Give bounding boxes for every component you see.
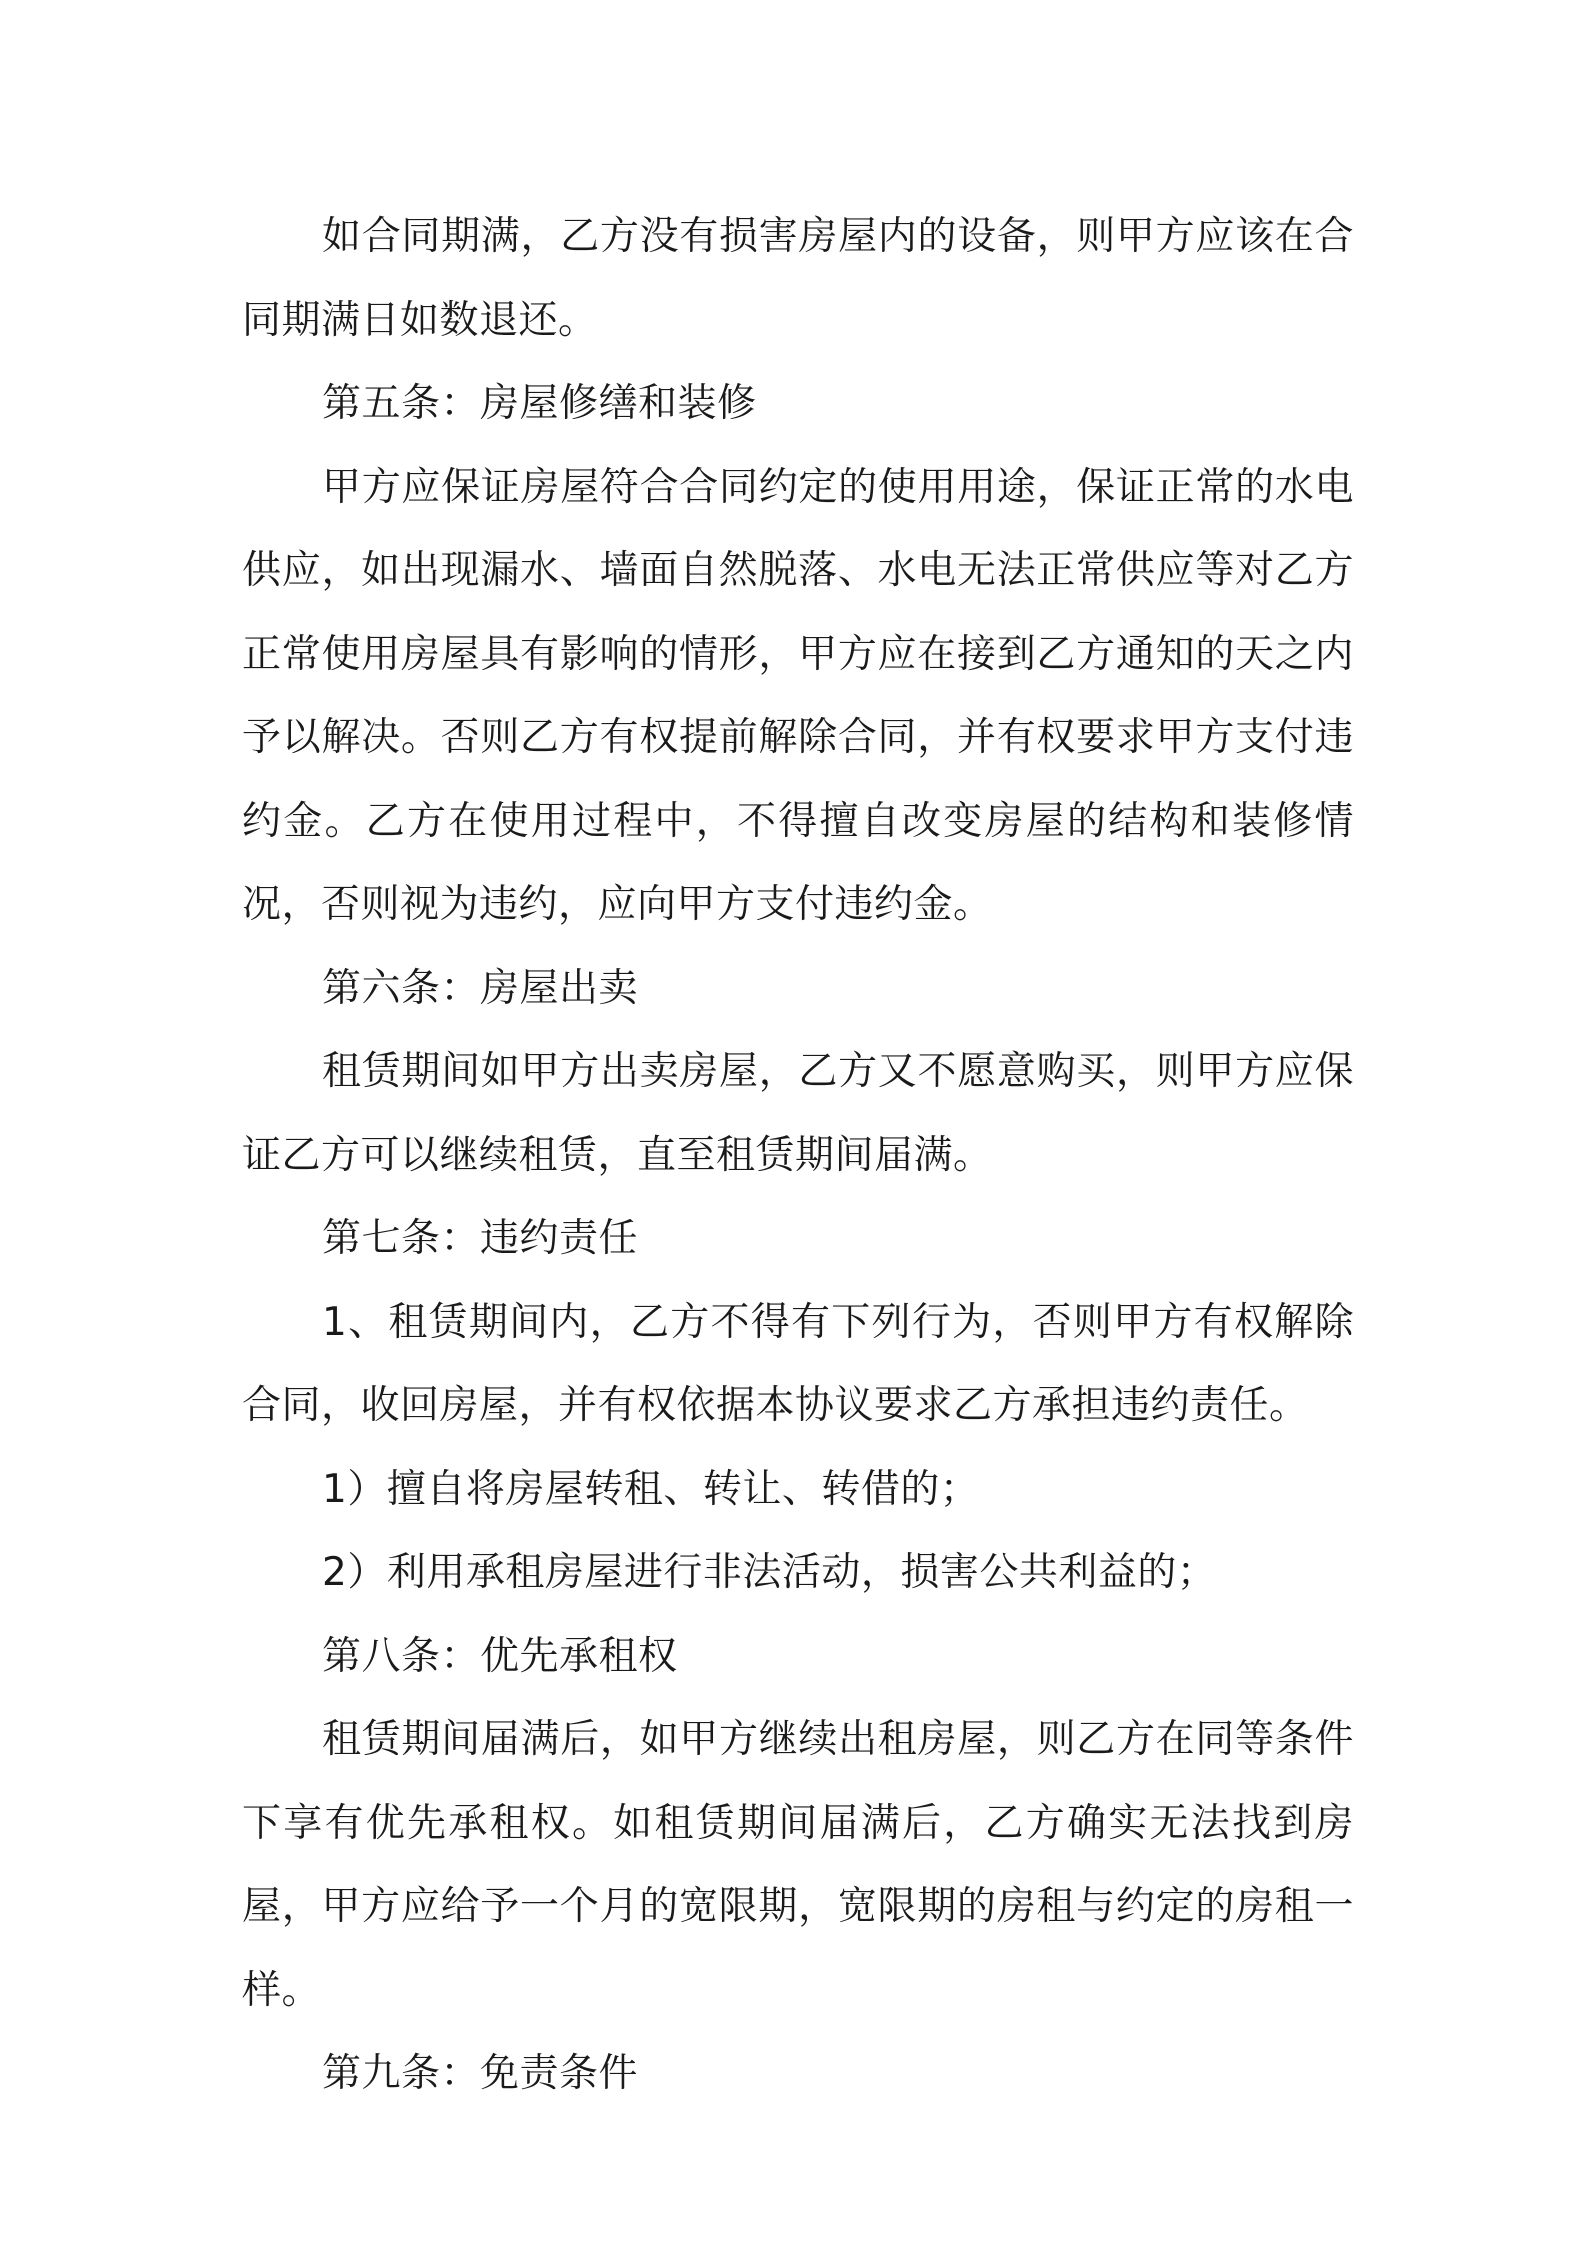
paragraph-deposit-return: 如合同期满，乙方没有损害房屋内的设备，则甲方应该在合同期满日如数退还。 (242, 214, 1354, 343)
paragraph-house-sale: 租赁期间如甲方出卖房屋，乙方又不愿意购买，则甲方应保证乙方可以继续租赁，直至租赁期间届满。 (242, 1049, 1354, 1178)
paragraph-breach-item-1: 1、租赁期间内，乙方不得有下列行为，否则甲方有权解除合同，收回房屋，并有权依据本协议要求乙方承担违约责任。 (242, 1299, 1354, 1428)
article-6-heading: 第六条：房屋出卖 (322, 965, 639, 1011)
paragraph-repair-renovation: 甲方应保证房屋符合合同约定的使用用途，保证正常的水电供应，如出现漏水、墙面自然脱落、水电无法正常供应等对乙方正常使用房屋具有影响的情形，甲方应在接到乙方通知的天之内予以解决。否则乙方有权提前解除合同，并有权要求甲方支付违约金。乙方在使用过程中，不得擅自改变房屋的结构和装修情况，否则视为违约，应向甲方支付违约金。 (242, 464, 1354, 927)
article-9-heading: 第九条：免责条件 (322, 2051, 639, 2096)
paragraph-breach-subitem-1: 1）擅自将房屋转租、转让、转借的； (322, 1466, 980, 1512)
document-page (242, 195, 1354, 2116)
article-8-heading: 第八条：优先承租权 (322, 1633, 678, 1679)
paragraph-priority-lease: 租赁期间届满后，如甲方继续出租房屋，则乙方在同等条件下享有优先承租权。如租赁期间届满后，乙方确实无法找到房屋，甲方应给予一个月的宽限期，宽限期的房租与约定的房租一样。 (242, 1717, 1354, 2013)
article-5-heading: 第五条：房屋修缮和装修 (322, 381, 757, 426)
article-7-heading: 第七条：违约责任 (322, 1216, 639, 1261)
paragraph-breach-subitem-2: 2）利用承租房屋进行非法活动，损害公共利益的； (322, 1550, 1217, 1595)
